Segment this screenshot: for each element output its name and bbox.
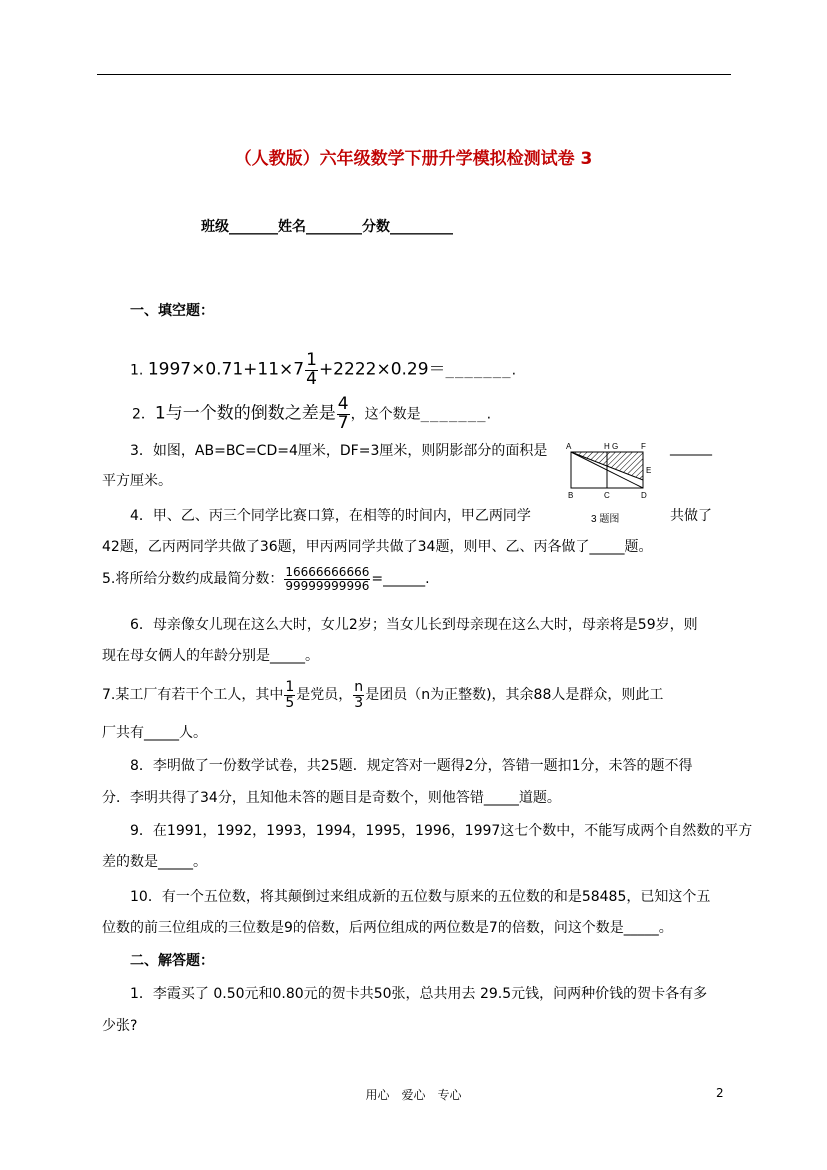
question-3-figure <box>565 440 665 528</box>
label-d: D <box>641 491 647 500</box>
q2-blank: _______ <box>420 406 487 423</box>
label-b: B <box>568 491 574 500</box>
solve-question-1-line-1: 1．李霞买了 0.50元和0.80元的贺卡共50张，总共用去 29.5元钱，问两种价钱的贺卡各有多 <box>130 986 708 1002</box>
question-8-line-2: 分．李明共得了34分，且知他未答的题目是奇数个，则他答错_____道题。 <box>102 790 561 806</box>
q2-end: . <box>486 406 492 423</box>
label-c: C <box>604 491 610 500</box>
question-2 <box>132 396 491 433</box>
q7-frac2-denominator: 3 <box>354 694 364 711</box>
q5-frac-denominator: 99999999996 <box>285 578 370 593</box>
question-10-line-2: 位数的前三位组成的三位数是9的倍数，后两位组成的两位数是7的倍数，问这个数是_____。 <box>102 920 673 936</box>
question-9-line-1: 9．在1991，1992，1993，1994，1995，1996，1997这七个数中，不能写成两个自然数的平方 <box>130 823 753 839</box>
question-4-line-1: 4．甲、乙、丙三个同学比赛口算，在相等的时间内，甲乙两同学 <box>130 508 531 524</box>
label-e: E <box>646 466 652 475</box>
section-solve-heading: 二、解答题： <box>130 953 214 969</box>
label-f: F <box>641 442 646 451</box>
label-g: G <box>612 442 619 451</box>
q7-text-b: 是党员， <box>296 687 353 704</box>
question-5 <box>102 566 430 592</box>
class-blank: _______ <box>229 219 278 235</box>
q5-fraction <box>284 566 370 592</box>
q1-expression-a: 1997×0.71+11×7 <box>147 359 305 380</box>
q1-fraction <box>305 352 318 389</box>
q7-frac1-numerator: 1 <box>285 679 295 695</box>
q2-number: 2． <box>132 406 155 423</box>
question-3-line-2: 平方厘米。 <box>102 473 172 489</box>
question-3-blank: ______ <box>670 440 712 456</box>
solve-question-1-line-2: 少张? <box>102 1018 138 1034</box>
question-9-line-2: 差的数是_____。 <box>102 854 207 870</box>
page-title: （人教版）六年级数学下册升学模拟检测试卷 3 <box>234 149 593 169</box>
question-6-line-1: 6．母亲像女儿现在这么大时，女儿2岁；当女儿长到母亲现在这么大时，母亲将是59岁，则 <box>130 617 698 633</box>
q7-frac1-denominator: 5 <box>285 694 295 711</box>
header-rule <box>97 74 731 75</box>
label-a: A <box>566 442 572 451</box>
q2-fraction <box>337 396 350 433</box>
q1-blank: _______ <box>445 362 512 379</box>
question-7-line-1 <box>102 680 663 710</box>
question-10-line-1: 10．有一个五位数，将其颠倒过来组成新的五位数与原来的五位数的和是58485，已知这个五 <box>130 889 711 905</box>
name-label: 姓名 <box>278 219 306 235</box>
question-4-line-2: 42题，乙丙两同学共做了36题，甲丙两同学共做了34题，则甲、乙、丙各做了_____题。 <box>102 539 653 555</box>
student-info-line <box>201 216 453 236</box>
q7-fraction-2 <box>353 680 364 710</box>
name-blank: ________ <box>306 219 362 235</box>
question-7-line-2: 厂共有_____人。 <box>102 725 207 741</box>
question-8-line-1: 8．李明做了一份数学试卷，共25题．规定答对一题得2分，答错一题扣1分，未答的题不得 <box>130 758 693 774</box>
q7-text-c: 是团员（n为正整数)，其余88人是群众，则此工 <box>365 687 664 704</box>
section-fill-in-heading: 一、填空题： <box>130 303 214 319</box>
q5-text: 5.将所给分数约成最简分数： <box>102 571 284 588</box>
q1-frac-denominator: 4 <box>306 368 317 389</box>
class-label: 班级 <box>201 219 229 235</box>
question-1 <box>130 352 516 389</box>
q1-number: 1. <box>130 362 144 379</box>
page-footer: 用心 爱心 专心 <box>365 1088 462 1102</box>
q1-frac-numerator: 1 <box>306 350 317 370</box>
q2-text-a: 1与一个数的倒数之差是 <box>154 403 336 424</box>
q2-frac-numerator: 4 <box>337 394 349 414</box>
label-h: H <box>604 442 610 451</box>
q7-text-a: 7.某工厂有若干个工人，其中 <box>102 687 284 704</box>
q1-end: . <box>511 362 517 379</box>
question-4-line-1-end: 共做了 <box>670 508 712 524</box>
question-6-line-2: 现在母女俩人的年龄分别是_____。 <box>102 648 319 664</box>
q2-text-b: ，这个数是 <box>350 406 421 423</box>
page-number: 2 <box>716 1086 724 1100</box>
q7-fraction-1 <box>284 680 295 710</box>
figure-caption: 3 题图 <box>591 514 620 525</box>
score-blank: _________ <box>390 219 453 235</box>
q1-expression-b: +2222×0.29＝ <box>318 359 446 380</box>
question-3-line-1: 3．如图，AB=BC=CD=4厘米，DF=3厘米，则阴影部分的面积是 <box>130 443 548 459</box>
q2-frac-denominator: 7 <box>337 412 349 433</box>
q5-frac-numerator: 16666666666 <box>285 565 370 579</box>
q7-frac2-numerator: n <box>354 679 364 695</box>
score-label: 分数 <box>362 219 390 235</box>
q5-tail: =______. <box>371 571 430 588</box>
